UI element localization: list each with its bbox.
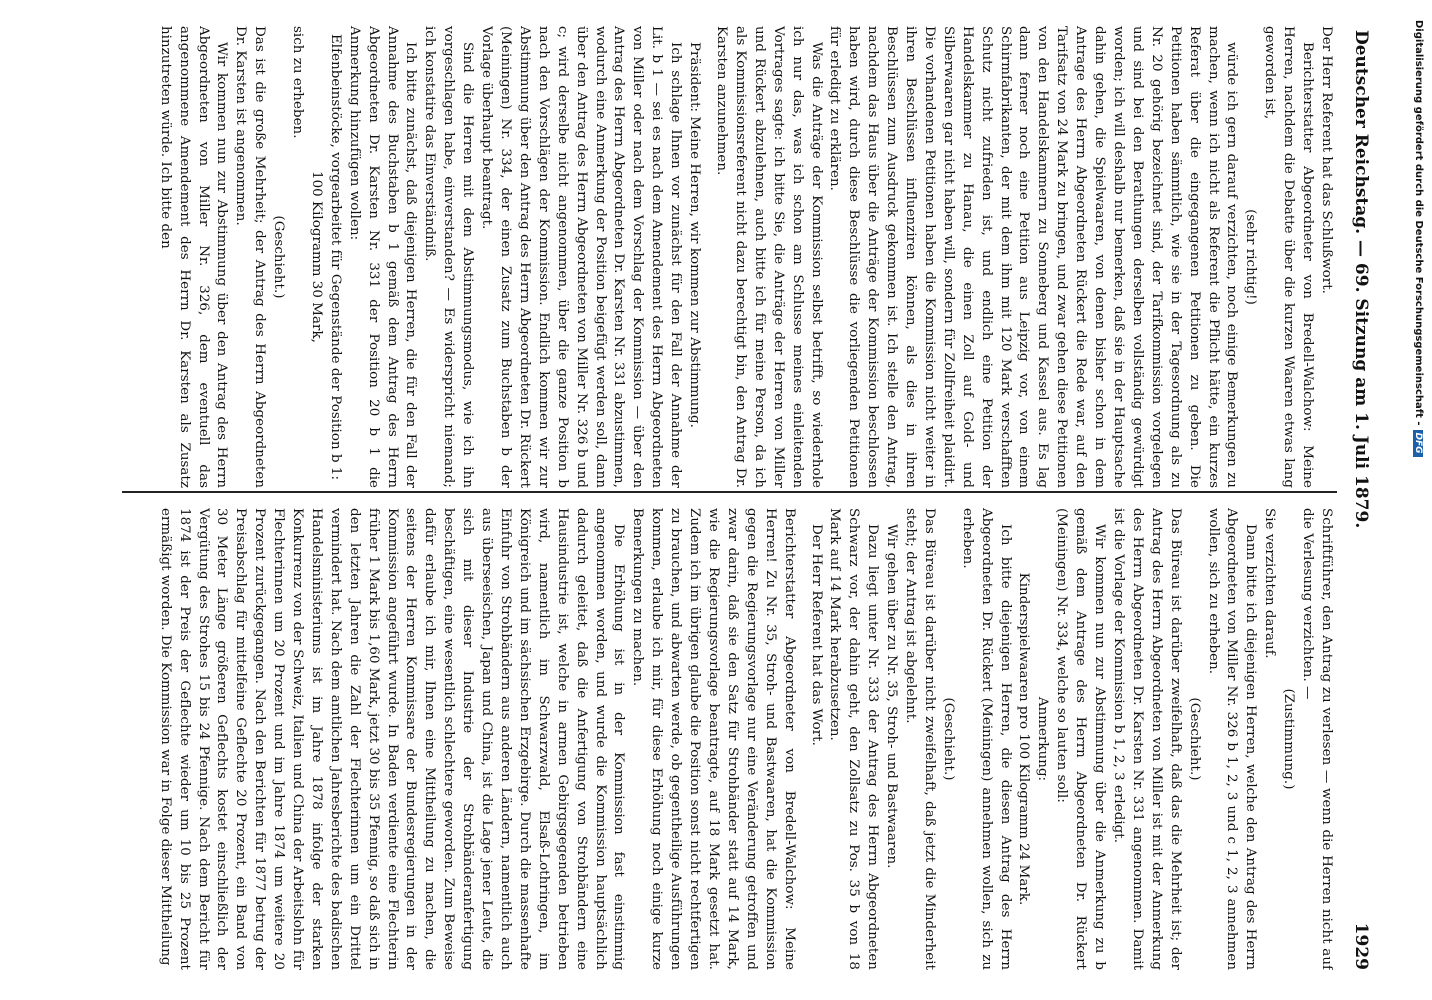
paragraph: Das ist die große Mehrheit; der Antrag des Herrn Abgeordneten Dr. Karsten ist angenommen. [233,26,268,488]
paragraph: Wir kommen nun zur Abstimmung über die Anmerkung zu b gemäß dem Antrage des Herrn Abgeordneten Dr. Rückert (Meiningen) Nr. 334, welche so lauten soll: [1054,508,1108,970]
paragraph: Wir kommen nun zur Abstimmung über den Antrag des Herrn Abgeordneten von Miller Nr. 326, dem eventuell das angenommene Amendement des Herrn Dr. Karsten als Zusatz hinzutreten würde. Ich bitte den [157,26,230,488]
page-header [1347,30,1377,970]
right-text-column [125,508,1335,970]
paragraph: sich zu erheben. [290,26,306,139]
paragraph: (Geschieht.) [271,215,287,299]
paragraph: Das Büreau ist darüber zweifelhaft, daß das die Mehrheit ist; der Antrag des Herrn Abgeordneten von Miller ist mit der Anmerkung des Herrn Abgeordneten Dr. Karsten Nr. 331 angenommen. Damit ist die Vorlage der Kommission b 1, 2, 3 erledigt. [1111,508,1183,970]
paragraph-gap [703,26,711,488]
left-text-column [125,26,1335,488]
paragraph: Dann bitte ich diejenigen Herren, welche den Antrag des Herrn Abgeordneten von Miller Nr. 326 b 1, 2, 3 und c 1, 2, 3 annehmen wollen, sich zu erheben. [1205,508,1259,970]
paragraph: würde ich gern darauf verzichten, noch einige Bemerkungen zu machen, wenn ich nicht als Referent die Pflicht hätte, ein kurzes Referat über die eingegangenen Petitionen zu geben. Die Petitionen haben sämmtlich, wie sie in der Tagesordnung als zu Nr. 20 gehörig bezeichnet sind, der Tarifkommission vorgelegen und sind bei den Berathungen derselben vollständig gewürdigt worden; ich will deshalb nur bemerken, daß sie in der Hauptsache dahin gehen, die Spielwaaren, von denen bisher schon in dem Antrage des Herrn Abgeordneten Rückert die Rede war, auf den Tarifsatz von 24 Mark zu bringen, und zwar gehen diese Petitionen von den Handelskammern zu Sonneberg und Kassel aus. Es lag dann ferner noch eine Petition aus Leipzig vor, von einem Schirmfabrikanten, der mit dem ihm mit 120 Mark verschafften Schutz nicht zufrieden ist, und endlich eine Petition der Handelskammer zu Hanau, die einen Zoll auf Gold- und Silberwaaren gar nicht haben will, sondern für Zollfreiheit plaidirt. Die vorhandenen Petitionen haben die Kommission nicht weiter in ihren Beschlüssen influenziren können, als dies in ihren Beschlüssen zum Ausdruck gekommen ist. Ich stelle den Antrag, nachdem das Haus über die Anträge der Kommission beschlossen haben wird, durch diese Beschlüsse die vorliegenden Petitionen für erledigt zu erklären. [827,26,1240,488]
paragraph: Ich schlage Ihnen vor zunächst für den Fall der Annahme der Lit. b 1 — sei es nach dem Amendement des Herrn Abgeordneten von Miller oder nach dem Vorschlag der Kommission — über den Antrag des Herrn Abgeordneten Dr. Karsten Nr. 331 abzustimmen, wodurch eine Anmerkung der Position beigefügt werden soll, dann über den Antrag des Herrn Abgeordneten von Miller Nr. 326 b und c; wird derselbe nicht angenommen, über die ganze Position b nach den Vorschlägen der Kommission. Endlich kommen wir zur Abstimmung über den Antrag des Herrn Abgeordneten Dr. Rückert (Meiningen) Nr. 334, der einen Zusatz zum Buchstaben b der Vorlage überhaupt beantragt. [479,26,684,488]
paragraph: Was die Anträge der Kommission selbst betrifft, so wiederhole ich nur das, was ich schon am Schlusse meines einleitenden Vortrages sagte: ich bitte Sie, die Anträge der Herren von Miller und Rückert abzulehnen, auch bitte ich für meine Person, da ich als Kommissionsreferent nicht dazu berechtigt bin, den Antrag Dr. Karsten anzunehmen. [714,26,824,488]
paragraph: Der Herr Referent hat das Schlußwort. [1319,26,1334,294]
running-head: Deutscher Reichstag. — 69. Sitzung am 1. Juli 1879. [1351,30,1371,529]
paragraph: Die Erhöhung ist in der Kommission fast einstimmig angenommen worden, und wurde die Kommission hauptsächlich dadurch geleitet, daß die Anfertigung von Strohbändern eine Hausindustrie ist, welche in armen Gebirgsgegenden betrieben wird, namentlich im Schwarzwald, Elsaß-Lothringen, im Königreich und im sächsischen Erzgebirge. Durch die massenhafte Einfuhr von Strohbändern aus anderen Ländern, namentlich auch aus überseeischen, Japan und China, ist die Lage jener Leute, die sich mit dieser Industrie der Strohbänderanfertigung beschäftigen, eine wesentlich schlechtere geworden. Zum Beweise dafür erlaube ich mir, Ihnen eine Mittheilung zu machen, die seitens der Herren Kommissare der Bundesregierungen in der Kommission angeführt wurde. In Baden verdiente eine Flechterin früher 1 Mark bis 1,60 Mark, jetzt 30 bis 35 Pfennig, so daß sich in den letzten Jahren die Zahl der Flechterinnen um ein Drittel vermindert hat. Nach dem amtlichen Jahresberichte des badischen Handelsministeriums ist im Jahre 1878 infolge der starken Konkurrenz von der Schweiz, Italien und China der Arbeitslohn für Flechterinnen um 20 Prozent und im Jahre 1874 um weitere 20 Prozent zurückgegangen. Nach den Berichten für 1877 betrug der Preisabschlag für mittelfeine Geflechte 20 Prozent, ein Band von 30 Meter Länge größeren Geflechts kostet einschließlich der Vergütung des Strohes 15 bis 24 Pfennige. Nach dem Bericht für 1874 ist der Preis der Geflechte wieder um 10 bis 25 Prozent ermäßigt worden. Die Kommission war in Folge dieser Mittheilung [157,508,627,970]
paragraph: Dazu liegt unter Nr. 333 der Antrag des Herrn Abgeordneten Schwarz vor, der dahin geht, den Zollsatz zu Pos. 35 b von 18 Mark auf 14 Mark herabzusetzen. [827,508,881,970]
paragraph: Schriftführer, den Antrag zu verlesen — wenn die Herren nicht auf die Verlesung verzichten. — [1300,508,1334,970]
paragraph: Das Büreau ist darüber nicht zweifelhaft, daß jetzt die Minderheit steht; der Antrag ist abgelehnt. [903,508,937,970]
dfg-funding-note [1408,20,1426,980]
paragraph: (Geschieht.) [940,697,956,781]
paragraph: Anmerkung: [1035,696,1051,782]
paragraph: Präsident: Meine Herren, wir kommen zur Abstimmung. [687,42,703,428]
paragraph: Elfenbeinstöcke, vorgearbeitet für Gegenstände der Position b 1: 100 Kilogramm 30 Mark, [308,33,343,481]
dfg-logo-badge: DFG [1413,430,1423,457]
paragraph: Berichterstatter Abgeordneter von Bredell-Walchow: Meine Herren, nachdem die Debatte über die kurzen Waaren etwas lang geworden ist, [1262,26,1316,488]
paragraph: Sie verzichten darauf. [1262,508,1278,659]
paragraph: Ich bitte diejenigen Herren, die diesen Antrag des Herrn Abgeordneten Dr. Rückert (Meiningen) annehmen wollen, sich zu erheben. [959,508,1013,970]
paragraph: Ich bitte zunächst, daß diejenigen Herren, die für den Fall der Annahme des Buchstaben b 1 gemäß dem Antrag des Herrn Abgeordneten Dr. Karsten Nr. 331 der Position 20 b 1 die Anmerkung hinzufügen wollen: [346,26,419,488]
paragraph: Kinderspielwaaren pro 100 Kilogramm 24 Mark. [1016,572,1032,906]
paragraph-gap [798,508,806,970]
paragraph: Berichterstatter Abgeordneter von Bredell-Walchow: Meine Herren! Zu Nr. 35, Stroh- und Bastwaaren, hat die Kommission gegen die Regierungsvorlage nur eine Veränderung getroffen und zwar darin, daß sie den Satz für Strohbänder statt auf 14 Mark, wie die Regierungsvorlage beantragte, auf 18 Mark gesetzt hat. Zudem ich im übrigen glaube die Position sonst nicht rechtfertigen zu brauchen, und abwarten werde, ob gegentheilige Ausführungen kommen, erlaube ich mir, für diese Erhöhung noch einige kurze Bemerkungen zu machen. [630,508,797,970]
column-divider [122,491,1337,493]
page-number: 1929 [1351,922,1371,970]
paragraph: (sehr richtig!) [1243,209,1259,305]
paragraph: (Zustimmung.) [1281,688,1297,790]
paragraph: Der Herr Referent hat das Wort. [808,524,824,746]
paragraph: Wir gehen über zu Nr. 35, Stroh- und Bastwaaren. [884,524,900,869]
dfg-note-text: Digitalisierung gefördert durch die Deutsche Forschungsgemeinschaft - [1413,20,1424,426]
paragraph: (Geschieht.) [1186,697,1202,781]
paragraph: Sind die Herren mit dem Abstimmungsmodus, wie ich ihn vorgeschlagen habe, einverstanden? — Es widerspricht niemand; ich konstatire das Einverständniß. [422,26,476,488]
